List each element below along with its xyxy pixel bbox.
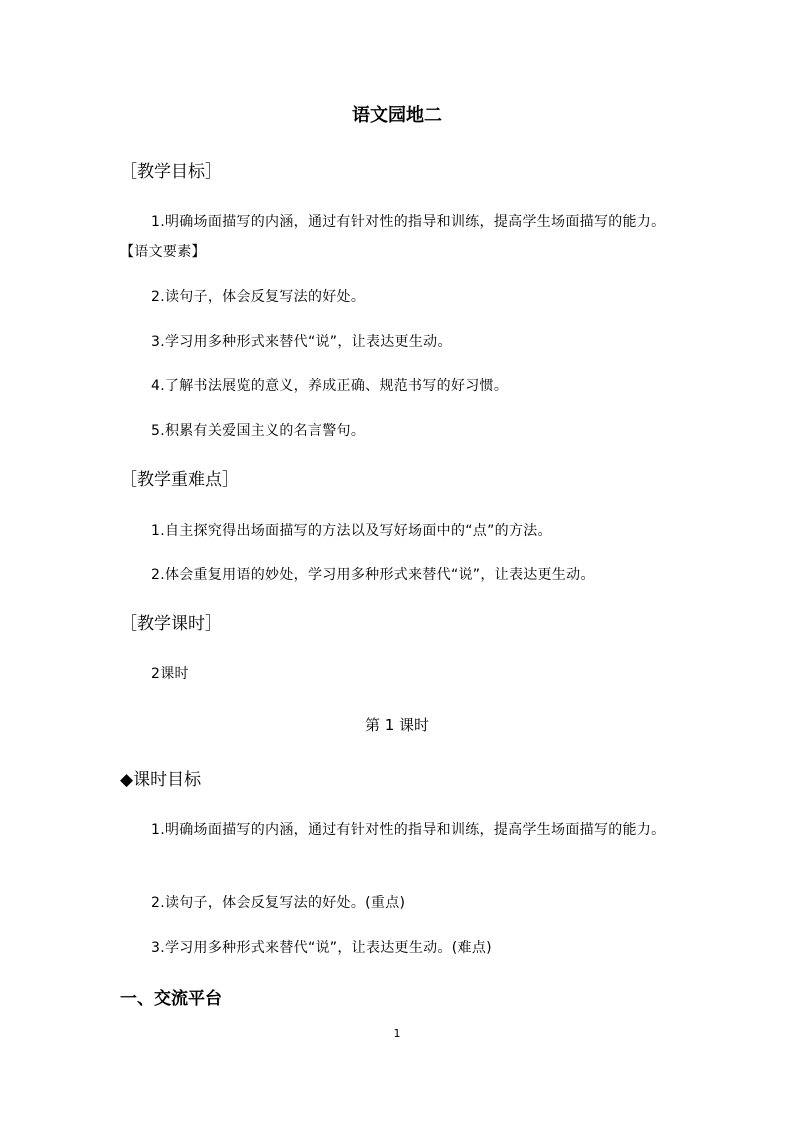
goal-item-3: 3.学习用多种形式来替代“说”，让表达更生动。 bbox=[151, 334, 452, 350]
key-point-item-2: 2.体会重复用语的妙处，学习用多种形式来替代“说”，让表达更生动。 bbox=[151, 567, 595, 583]
teaching-periods-value: 2课时 bbox=[151, 666, 189, 682]
key-points-heading: ［教学重难点］ bbox=[120, 470, 239, 490]
lesson-objective-3: 3.学习用多种形式来替代“说”，让表达更生动。(难点) bbox=[151, 940, 492, 956]
goal-item-2: 2.读句子，体会反复写法的好处。 bbox=[151, 289, 366, 305]
teaching-periods-heading: ［教学课时］ bbox=[120, 614, 222, 634]
teaching-goals-heading: ［教学目标］ bbox=[120, 162, 222, 182]
document-title: 语文园地二 bbox=[352, 105, 442, 126]
goal-item-5: 5.积累有关爱国主义的名言警句。 bbox=[151, 423, 366, 439]
lesson-objective-2: 2.读句子，体会反复写法的好处。(重点) bbox=[151, 895, 406, 911]
key-point-item-1: 1.自主探究得出场面描写的方法以及写好场面中的“点”的方法。 bbox=[151, 523, 552, 539]
goal-item-4: 4.了解书法展览的意义，养成正确、规范书写的好习惯。 bbox=[151, 378, 509, 394]
exchange-platform-heading: 一、交流平台 bbox=[120, 989, 222, 1009]
lesson-objective-1: 1.明确场面描写的内涵，通过有针对性的指导和训练，提高学生场面描写的能力。 bbox=[151, 822, 666, 838]
lesson-1-heading: 第 1 课时 bbox=[364, 716, 430, 734]
goal-item-1: 1.明确场面描写的内涵，通过有针对性的指导和训练，提高学生场面描写的能力。【语文要素】 bbox=[120, 214, 666, 260]
lesson-objectives-heading: ◆课时目标 bbox=[120, 770, 202, 790]
page-number: 1 bbox=[393, 1027, 401, 1040]
